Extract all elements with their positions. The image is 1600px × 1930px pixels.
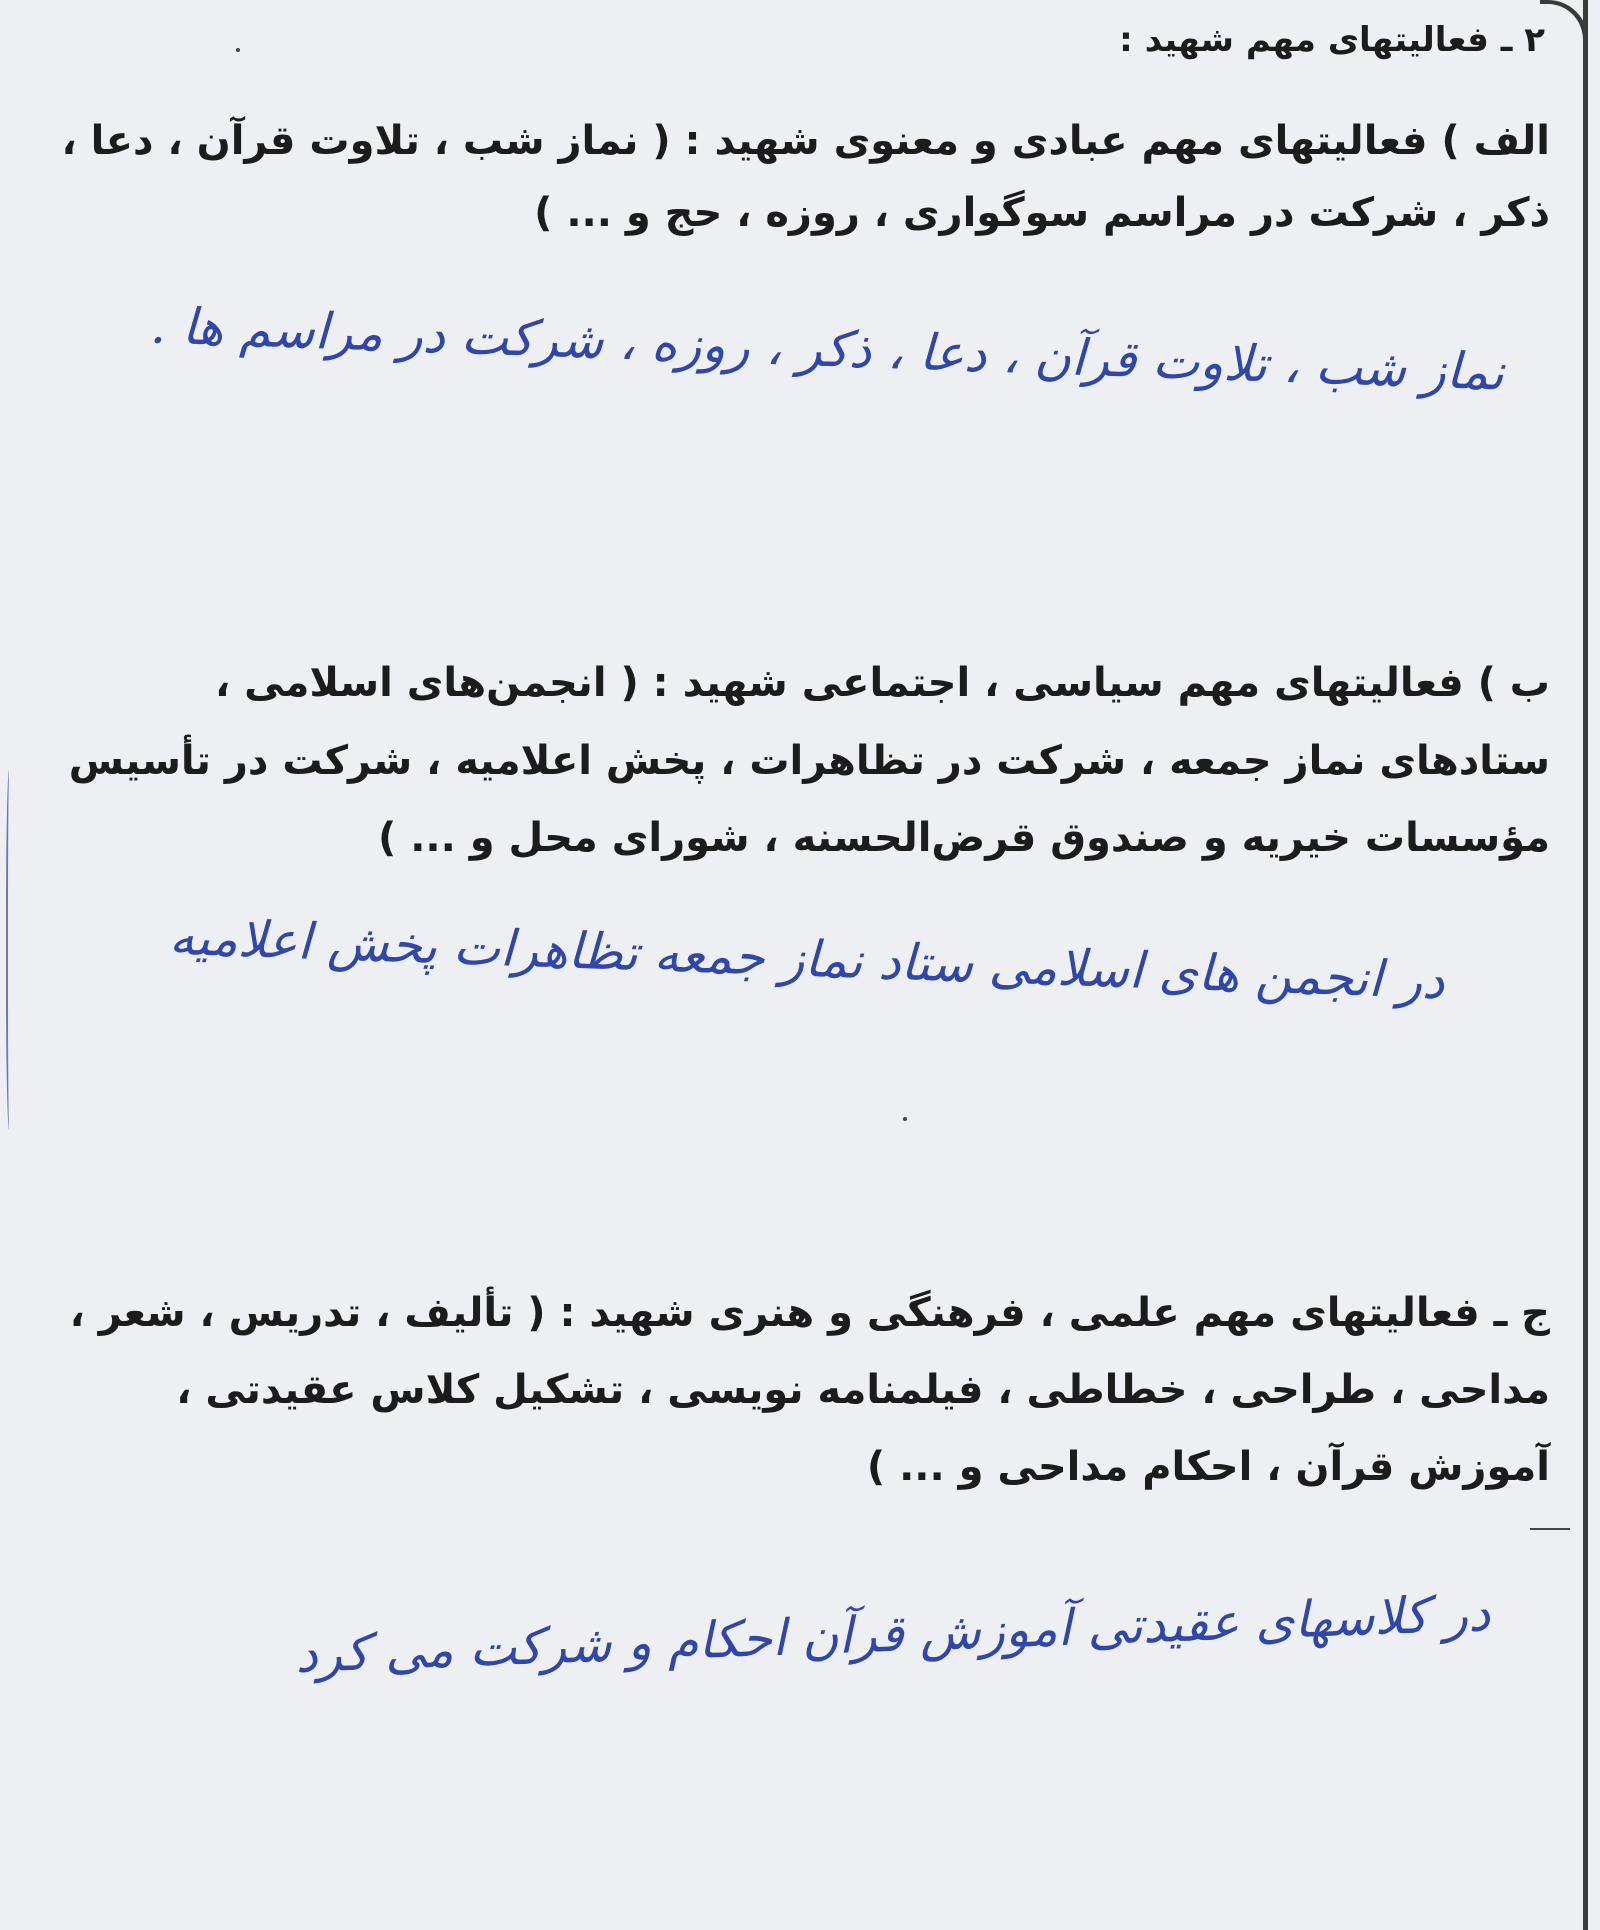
section-a-line-2: ذکر ، شرکت در مراسم سوگواری ، روزه ، حج و ... ) (534, 190, 1550, 236)
handwritten-answer-c: در کلاسهای عقیدتی آموزش قرآن احکام و شرکت می کرد (293, 1584, 1491, 1684)
section-b-line-1: ب ) فعالیتهای مهم سیاسی ، اجتماعی شهید : ( انجمن‌های اسلامی ، (215, 660, 1550, 706)
section-b-line-2: ستادهای نماز جمعه ، شرکت در تظاهرات ، پخش اعلامیه ، شرکت در تأسیس (68, 738, 1550, 784)
section-heading: ۲ ـ فعالیتهای مهم شهید : (1119, 20, 1545, 60)
section-c-line-1: ج ـ فعالیتهای مهم علمی ، فرهنگی و هنری شهید : ( تألیف ، تدریس ، شعر ، (69, 1290, 1550, 1336)
section-c-line-3: آموزش قرآن ، احکام مداحی و ... ) (866, 1444, 1550, 1490)
section-b-line-3: مؤسسات خیریه و صندوق قرض‌الحسنه ، شورای محل و ... ) (377, 815, 1550, 861)
handwritten-answer-a: نماز شب ، تلاوت قرآن ، دعا ، ذکر ، روزه ، شرکت در مراسم ها . (149, 296, 1506, 402)
handwritten-answer-b: در انجمن های اسلامی ستاد نماز جمعه تظاهرات پخش اعلامیه (168, 907, 1446, 1011)
section-c-line-2: مداحی ، طراحی ، خطاطی ، فیلمنامه نویسی ، تشکیل کلاس عقیدتی ، (176, 1367, 1550, 1413)
section-a-line-1: الف ) فعالیتهای مهم عبادی و معنوی شهید : ( نماز شب ، تلاوت قرآن ، دعا ، (61, 118, 1550, 164)
